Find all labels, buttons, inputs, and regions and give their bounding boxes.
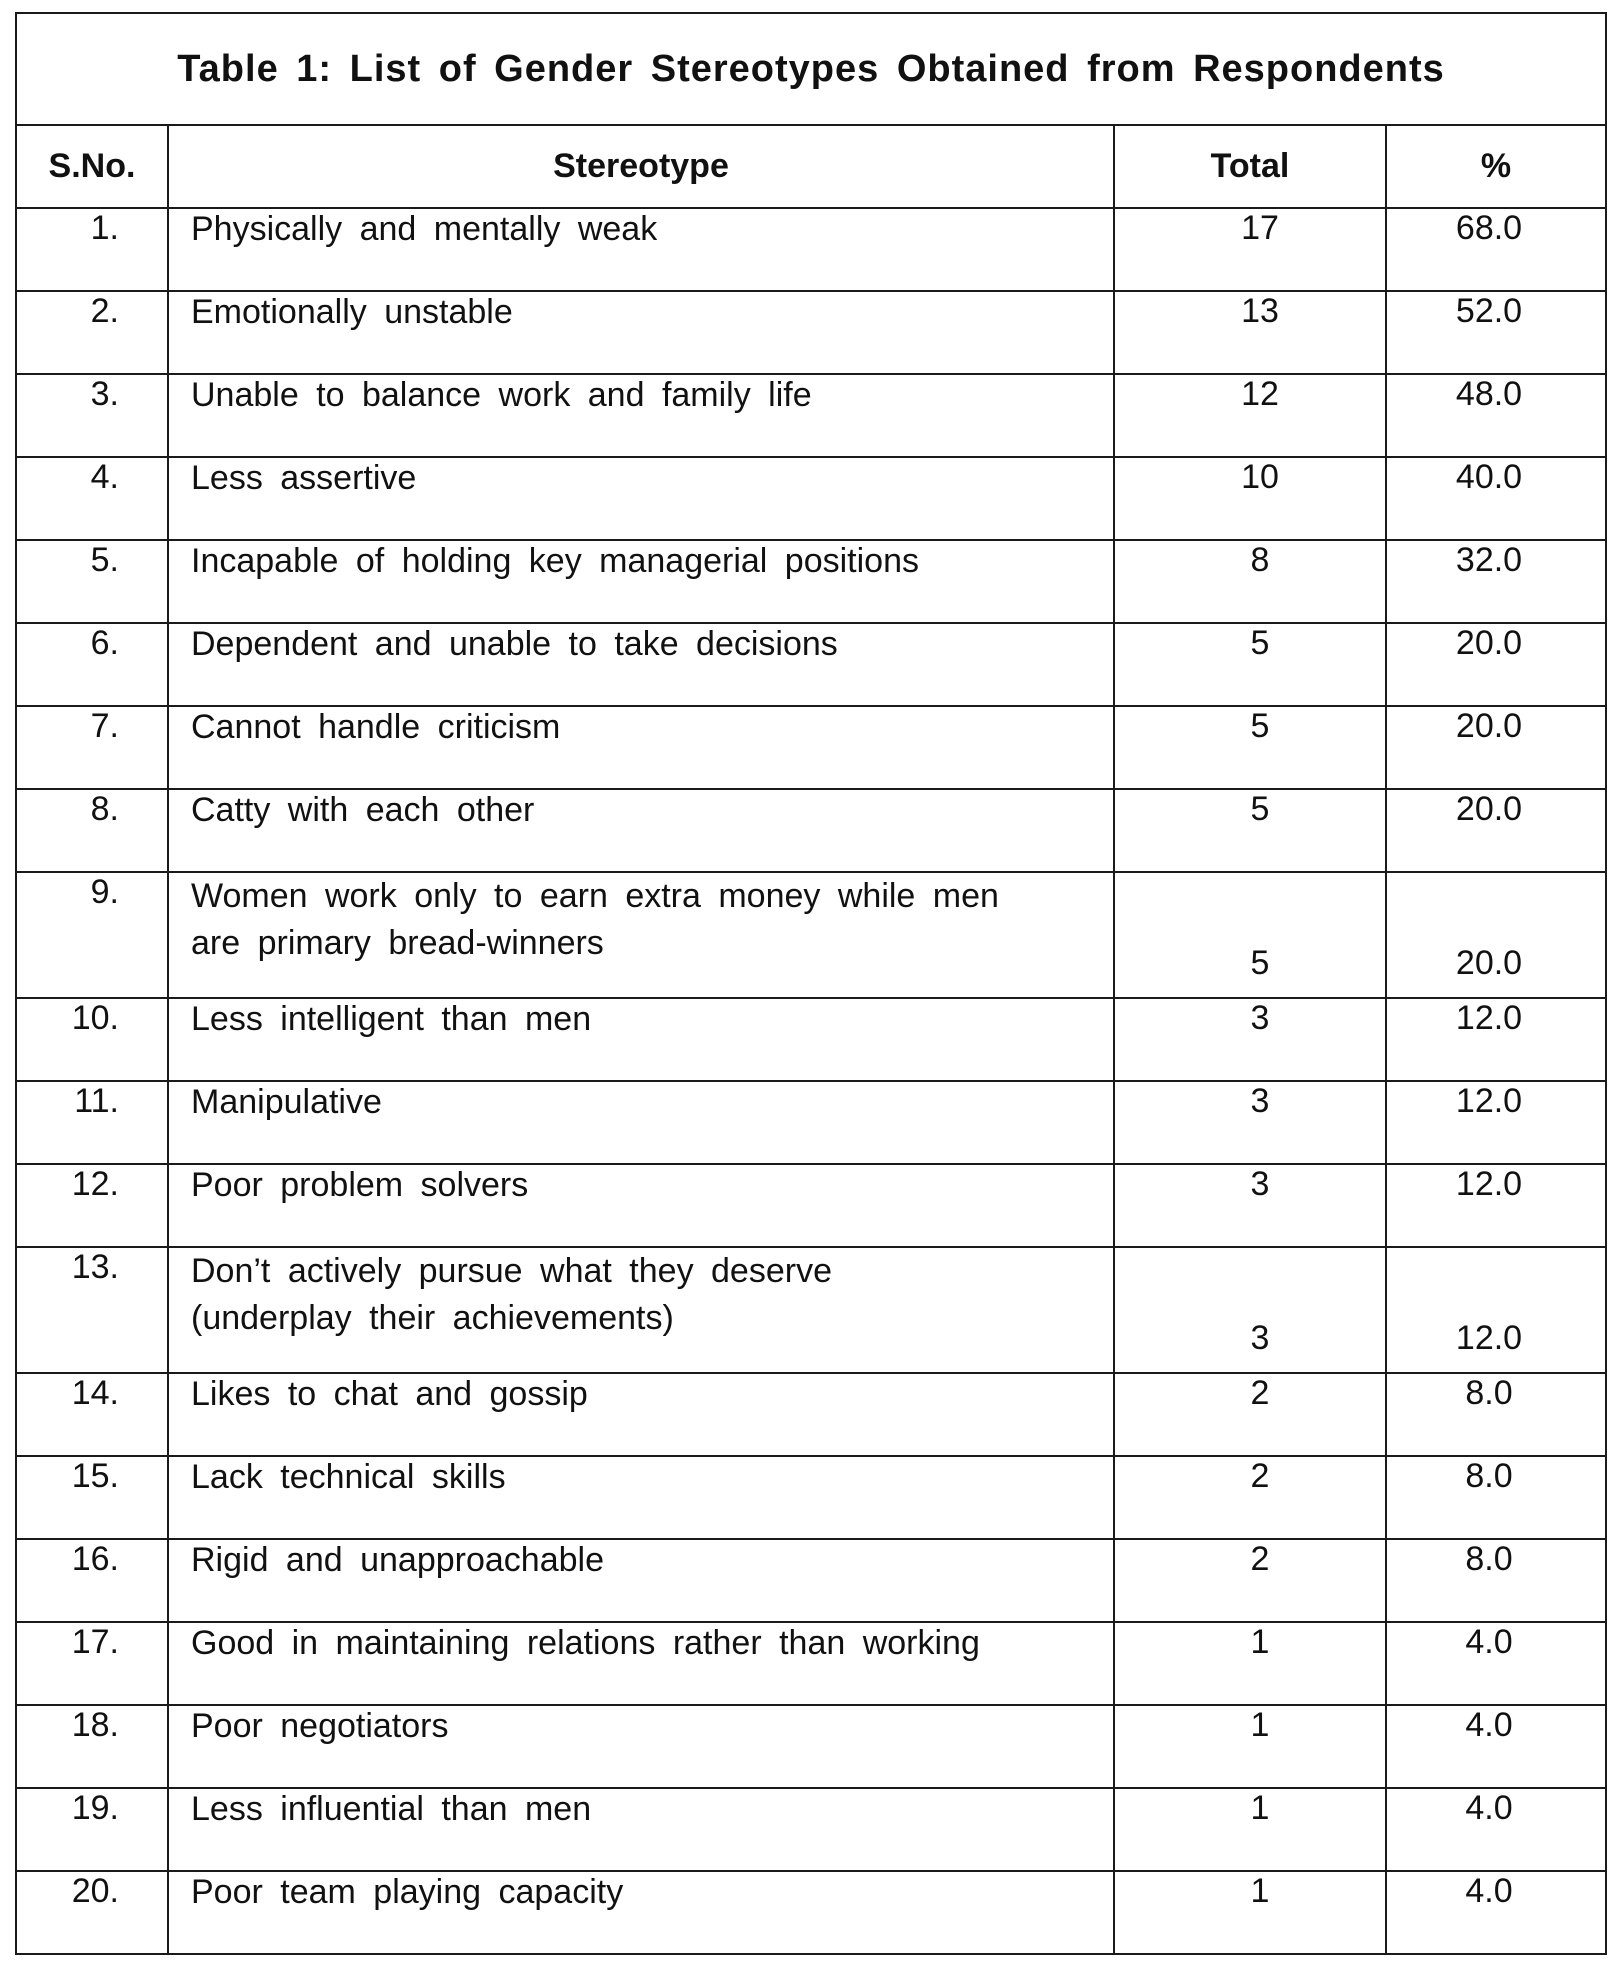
- cell-stereotype: [168, 623, 1114, 706]
- cell-stereotype: [168, 1539, 1114, 1622]
- cell-sno: 12.: [16, 1164, 168, 1247]
- cell-percent: 4.0: [1386, 1788, 1606, 1871]
- cell-total: 3: [1114, 998, 1386, 1081]
- cell-sno: 6.: [16, 623, 168, 706]
- cell-total: 1: [1114, 1871, 1386, 1954]
- cell-stereotype: [168, 1247, 1114, 1373]
- table-row: [16, 1456, 1606, 1539]
- stereotype-line: Less influential than men: [191, 1790, 592, 1828]
- stereotype-line: Less intelligent than men: [191, 1000, 592, 1038]
- cell-sno: 7.: [16, 706, 168, 789]
- stereotype-line: (underplay their achievements): [191, 1299, 674, 1337]
- cell-percent: 20.0: [1386, 872, 1606, 998]
- cell-sno: 15.: [16, 1456, 168, 1539]
- cell-stereotype: [168, 706, 1114, 789]
- stereotype-line: Unable to balance work and family life: [191, 376, 812, 414]
- cell-sno: 14.: [16, 1373, 168, 1456]
- table-row: [16, 623, 1606, 706]
- cell-total: 3: [1114, 1164, 1386, 1247]
- cell-sno: 4.: [16, 457, 168, 540]
- cell-total: 5: [1114, 872, 1386, 998]
- stereotype-line: Catty with each other: [191, 791, 535, 829]
- table-row: [16, 1539, 1606, 1622]
- cell-total: 1: [1114, 1705, 1386, 1788]
- table-row: [16, 1247, 1606, 1373]
- cell-sno: 13.: [16, 1247, 168, 1373]
- cell-percent: 8.0: [1386, 1539, 1606, 1622]
- cell-stereotype: [168, 789, 1114, 872]
- table-row: [16, 789, 1606, 872]
- cell-total: 13: [1114, 291, 1386, 374]
- cell-stereotype: [168, 872, 1114, 998]
- cell-percent: 8.0: [1386, 1456, 1606, 1539]
- cell-stereotype: [168, 1373, 1114, 1456]
- stereotype-line: Poor team playing capacity: [191, 1873, 624, 1911]
- cell-total: 3: [1114, 1081, 1386, 1164]
- header-stereotype: Stereotype: [168, 125, 1114, 208]
- stereotype-line: Manipulative: [191, 1083, 382, 1121]
- stereotype-line: are primary bread-winners: [191, 924, 604, 962]
- stereotype-line: Incapable of holding key managerial positions: [191, 542, 920, 580]
- stereotype-line: Poor problem solvers: [191, 1166, 529, 1204]
- cell-stereotype: [168, 291, 1114, 374]
- cell-sno: 5.: [16, 540, 168, 623]
- cell-stereotype: [168, 1081, 1114, 1164]
- stereotype-line: Dependent and unable to take decisions: [191, 625, 838, 663]
- table-row: [16, 1871, 1606, 1954]
- table-row: [16, 374, 1606, 457]
- table-row: [16, 1081, 1606, 1164]
- stereotype-line: Women work only to earn extra money while men: [191, 877, 999, 915]
- cell-sno: 11.: [16, 1081, 168, 1164]
- table-row: [16, 1622, 1606, 1705]
- cell-percent: 4.0: [1386, 1705, 1606, 1788]
- cell-stereotype: [168, 1705, 1114, 1788]
- cell-percent: 4.0: [1386, 1871, 1606, 1954]
- table-row: [16, 998, 1606, 1081]
- stereotype-line: Good in maintaining relations rather than working: [191, 1624, 980, 1662]
- cell-stereotype: [168, 1788, 1114, 1871]
- stereotype-line: Lack technical skills: [191, 1458, 506, 1496]
- table-row: [16, 872, 1606, 998]
- cell-sno: 2.: [16, 291, 168, 374]
- cell-total: 3: [1114, 1247, 1386, 1373]
- caption-row: [16, 13, 1606, 125]
- cell-sno: 17.: [16, 1622, 168, 1705]
- stereotype-line: Rigid and unapproachable: [191, 1541, 604, 1579]
- cell-stereotype: [168, 1456, 1114, 1539]
- cell-stereotype: [168, 540, 1114, 623]
- table-row: [16, 1705, 1606, 1788]
- header-percent: %: [1386, 125, 1606, 208]
- cell-percent: 20.0: [1386, 623, 1606, 706]
- stereotypes-table: [15, 12, 1607, 1955]
- cell-percent: 48.0: [1386, 374, 1606, 457]
- cell-percent: 12.0: [1386, 1247, 1606, 1373]
- cell-stereotype: [168, 1622, 1114, 1705]
- cell-total: 17: [1114, 208, 1386, 291]
- cell-stereotype: [168, 208, 1114, 291]
- cell-percent: 12.0: [1386, 1081, 1606, 1164]
- cell-sno: 10.: [16, 998, 168, 1081]
- cell-percent: 20.0: [1386, 789, 1606, 872]
- stereotype-line: Physically and mentally weak: [191, 210, 658, 248]
- stereotype-line: Don’t actively pursue what they deserve: [191, 1252, 832, 1290]
- cell-percent: 40.0: [1386, 457, 1606, 540]
- cell-stereotype: [168, 374, 1114, 457]
- cell-stereotype: [168, 998, 1114, 1081]
- header-sno: S.No.: [16, 125, 168, 208]
- cell-total: 1: [1114, 1622, 1386, 1705]
- cell-total: 2: [1114, 1373, 1386, 1456]
- cell-total: 2: [1114, 1539, 1386, 1622]
- table-row: [16, 208, 1606, 291]
- cell-sno: 18.: [16, 1705, 168, 1788]
- stereotype-line: Cannot handle criticism: [191, 708, 561, 746]
- cell-percent: 12.0: [1386, 1164, 1606, 1247]
- cell-percent: 52.0: [1386, 291, 1606, 374]
- table-caption: Table 1: List of Gender Stereotypes Obtained from Respondents: [16, 13, 1606, 125]
- cell-stereotype: [168, 1164, 1114, 1247]
- cell-sno: 19.: [16, 1788, 168, 1871]
- cell-total: 1: [1114, 1788, 1386, 1871]
- table-row: [16, 1164, 1606, 1247]
- table-row: [16, 291, 1606, 374]
- cell-percent: 4.0: [1386, 1622, 1606, 1705]
- table-row: [16, 1373, 1606, 1456]
- cell-total: 10: [1114, 457, 1386, 540]
- cell-total: 5: [1114, 706, 1386, 789]
- cell-percent: 8.0: [1386, 1373, 1606, 1456]
- cell-percent: 20.0: [1386, 706, 1606, 789]
- header-total: Total: [1114, 125, 1386, 208]
- cell-stereotype: [168, 457, 1114, 540]
- header-row: [16, 125, 1606, 208]
- table-body: [16, 208, 1606, 1954]
- cell-total: 2: [1114, 1456, 1386, 1539]
- cell-total: 5: [1114, 789, 1386, 872]
- cell-sno: 3.: [16, 374, 168, 457]
- cell-sno: 16.: [16, 1539, 168, 1622]
- stereotype-line: Likes to chat and gossip: [191, 1375, 588, 1413]
- stereotype-line: Less assertive: [191, 459, 417, 497]
- cell-sno: 20.: [16, 1871, 168, 1954]
- table-row: [16, 706, 1606, 789]
- cell-sno: 1.: [16, 208, 168, 291]
- cell-sno: 8.: [16, 789, 168, 872]
- cell-percent: 68.0: [1386, 208, 1606, 291]
- cell-percent: 32.0: [1386, 540, 1606, 623]
- table-row: [16, 457, 1606, 540]
- cell-total: 8: [1114, 540, 1386, 623]
- table-row: [16, 540, 1606, 623]
- cell-stereotype: [168, 1871, 1114, 1954]
- cell-total: 12: [1114, 374, 1386, 457]
- table-row: [16, 1788, 1606, 1871]
- cell-total: 5: [1114, 623, 1386, 706]
- cell-percent: 12.0: [1386, 998, 1606, 1081]
- cell-sno: 9.: [16, 872, 168, 998]
- stereotype-line: Emotionally unstable: [191, 293, 513, 331]
- stereotype-line: Poor negotiators: [191, 1707, 449, 1745]
